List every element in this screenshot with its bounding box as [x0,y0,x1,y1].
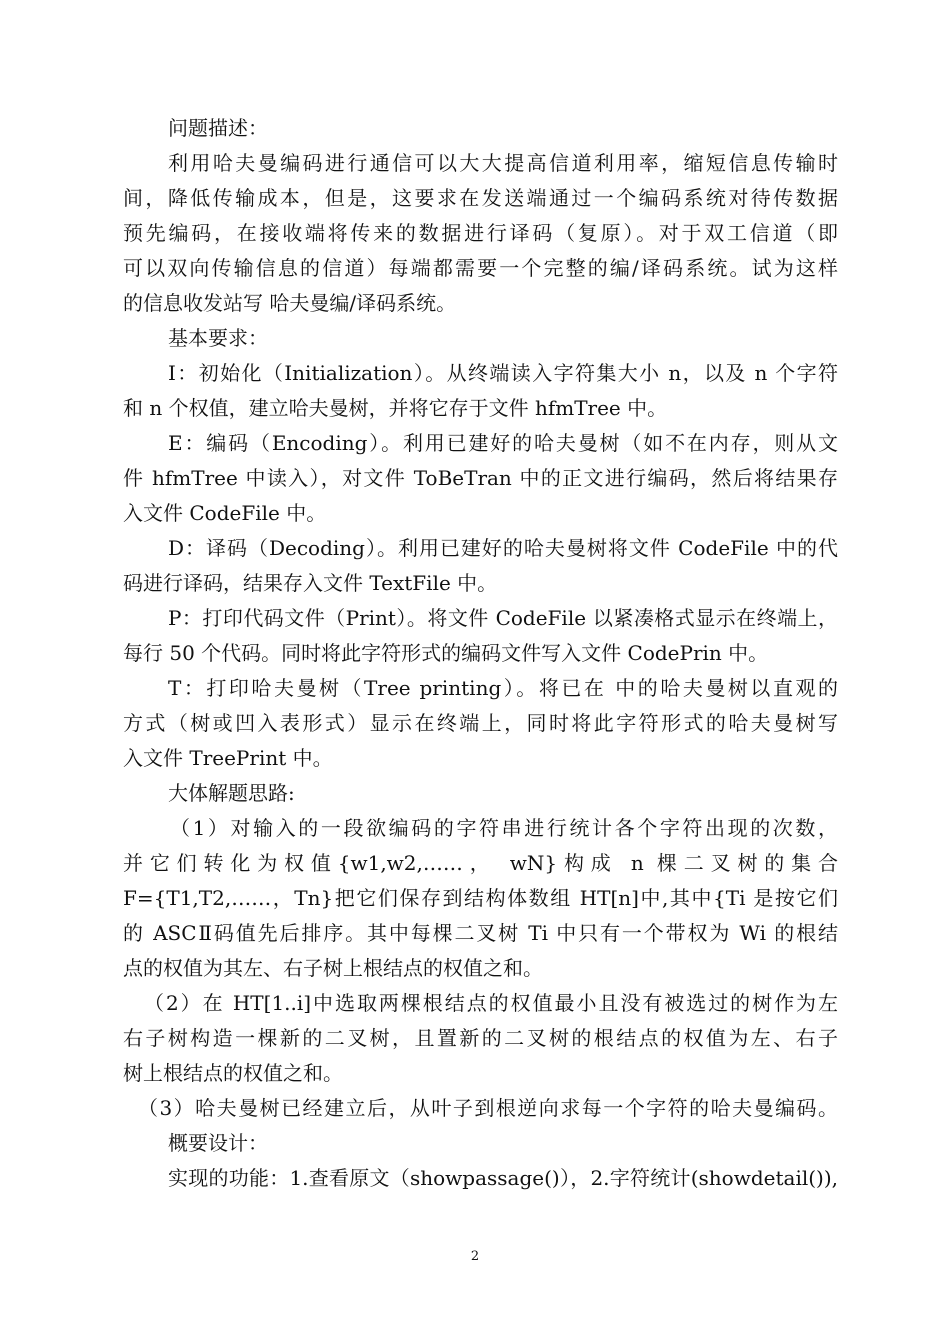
paragraph-line: 间，降低传输成本，但是，这要求在发送端通过一个编码系统对待传数据 [123,186,838,210]
requirement-line: I：初始化（Initialization）。从终端读入字符集大小 n，以及 n 个字符 [168,361,838,385]
requirement-line: 入文件 CodeFile 中。 [123,501,327,525]
requirement-line: 件 hfmTree 中读入），对文件 ToBeTran 中的正文进行编码，然后将结果存 [123,466,838,490]
requirement-line: 码进行译码，结果存入文件 TextFile 中。 [123,571,498,595]
requirement-line: 和 n 个权值，建立哈夫曼树，并将它存于文件 hfmTree 中。 [123,396,668,420]
approach-line: F={T1,T2,……，Tn}把它们保存到结构体数组 HT[n]中,其中{Ti 是按它们 [123,886,838,910]
requirement-line: 方式（树或凹入表形式）显示在终端上，同时将此字符形式的哈夫曼树写 [123,711,838,735]
requirement-line: 每行 50 个代码。同时将此字符形式的编码文件写入文件 CodePrin 中。 [123,641,769,665]
heading-basic-requirements: 基本要求： [168,326,268,350]
heading-overview-design: 概要设计： [168,1131,268,1155]
requirement-line: T：打印哈夫曼树（Tree printing）。将已在 中的哈夫曼树以直观的 [168,676,838,700]
paragraph-line: 的信息收发站写 哈夫曼编/译码系统。 [123,291,457,315]
paragraph-line: 预先编码，在接收端将传来的数据进行译码（复原）。对于双工信道（即 [123,221,838,245]
page-number: 2 [470,1249,480,1264]
design-line: 实现的功能：1.查看原文（showpassage()），2.字符统计(showdetail()), [168,1166,838,1190]
approach-line: 树上根结点的权值之和。 [123,1061,343,1085]
paragraph-line: 利用哈夫曼编码进行通信可以大大提高信道利用率，缩短信息传输时 [168,151,838,175]
approach-line: 并它们转化为权值{w1,w2,……， wN}构成 n 棵二叉树的集合 [123,851,838,875]
approach-line: （1）对输入的一段欲编码的字符串进行统计各个字符出现的次数， [170,816,838,840]
heading-solution-approach: 大体解题思路: [168,781,295,805]
approach-line: 的 ASCⅡ码值先后排序。其中每棵二叉树 Ti 中只有一个带权为 Wi 的根结 [123,921,838,945]
requirement-line: P：打印代码文件（Print）。将文件 CodeFile 以紧凑格式显示在终端上， [168,606,838,630]
approach-line: 右子树构造一棵新的二叉树，且置新的二叉树的根结点的权值为左、右子 [123,1026,838,1050]
heading-problem-description: 问题描述： [168,116,268,140]
approach-line: （3）哈夫曼树已经建立后，从叶子到根逆向求每一个字符的哈夫曼编码。 [138,1096,838,1120]
approach-line: （2）在 HT[1..i]中选取两棵根结点的权值最小且没有被选过的树作为左 [144,991,838,1015]
requirement-line: D：译码（Decoding）。利用已建好的哈夫曼树将文件 CodeFile 中的代 [168,536,838,560]
paragraph-line: 可以双向传输信息的信道）每端都需要一个完整的编/译码系统。试为这样 [123,256,838,280]
requirement-line: E：编码（Encoding）。利用已建好的哈夫曼树（如不在内存，则从文 [168,431,838,455]
requirement-line: 入文件 TreePrint 中。 [123,746,333,770]
approach-line: 点的权值为其左、右子树上根结点的权值之和。 [123,956,543,980]
